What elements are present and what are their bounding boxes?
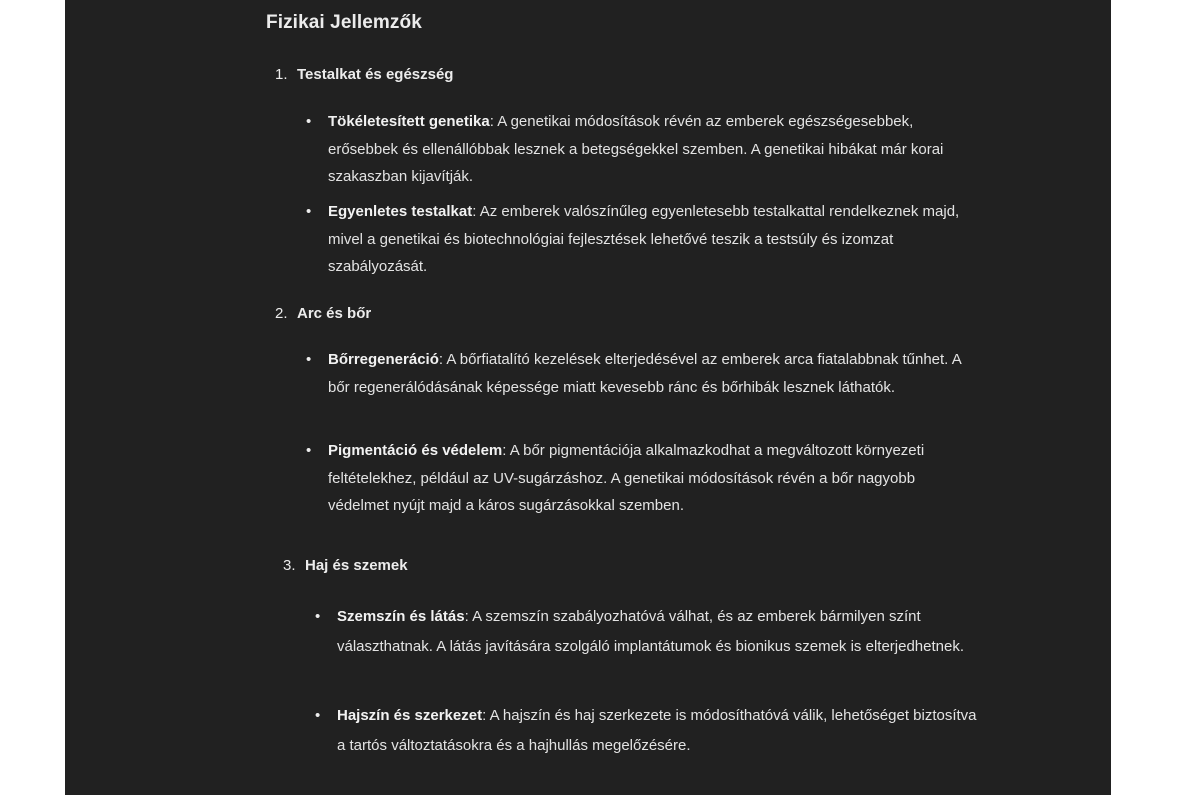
bullet-icon: •	[306, 113, 312, 130]
item-text: Az emberek valószínűleg egyenletesebb testalkattal rendelkeznek majd, mivel a genetikai és biotechnológiai fejlesztések lehetővé teszik a testsúly és izomzat szabályozását.	[328, 203, 960, 275]
item-term: Bőrregeneráció	[328, 351, 439, 368]
section-heading-3	[283, 557, 408, 574]
item-text: A hajszín és haj szerkezete is módosíthatóvá válik, lehetőséget biztosítva a tartós változtatásokra és a hajhullás megelőzésére.	[337, 707, 977, 754]
item-separator: :	[502, 442, 507, 459]
item-term: Pigmentáció és védelem	[328, 442, 503, 459]
section-number: 1.	[275, 66, 288, 83]
item-term: Egyenletes testalkat	[328, 203, 473, 220]
item-term: Szemszín és látás	[337, 608, 465, 625]
bullet-icon: •	[306, 203, 312, 220]
item-separator: :	[472, 203, 477, 220]
list-item	[306, 346, 968, 401]
item-separator: :	[489, 113, 494, 130]
section-heading-2	[275, 305, 371, 322]
section-heading-1	[275, 66, 453, 83]
list-item	[315, 701, 977, 760]
bullet-icon: •	[315, 707, 321, 724]
item-term: Tökéletesített genetika	[328, 113, 490, 130]
section-heading-text: Haj és szemek	[305, 557, 408, 574]
item-separator: :	[438, 351, 444, 368]
bullet-icon: •	[306, 351, 312, 368]
item-separator: :	[482, 707, 487, 724]
item-text: A genetikai módosítások révén az emberek egészségesebbek, erősebbek és ellenállóbbak lesznek a betegségekkel szemben. A genetikai hibákat már korai szakaszban kijavítják.	[328, 113, 944, 185]
list-item	[306, 198, 968, 281]
section-number: 3.	[283, 557, 296, 574]
page-title: Fizikai Jellemzők	[266, 12, 422, 33]
section-heading-text: Testalkat és egészség	[297, 66, 454, 83]
section-heading-text: Arc és bőr	[297, 305, 372, 322]
list-item	[306, 437, 968, 520]
bullet-icon: •	[306, 442, 312, 459]
item-text: A bőrfiatalító kezelések elterjedésével az emberek arca fiatalabbnak tűnhet. A bőr regenerálódásának képessége miatt kevesebb ránc és bőrhibák lesznek láthatók.	[328, 351, 961, 396]
item-text: A bőr pigmentációja alkalmazkodhat a megváltozott környezeti feltételekhez, például az UV-sugárzáshoz. A genetikai módosítások révén a bőr nagyobb védelmet nyújt majd a káros sugárzásokkal szemben.	[328, 442, 925, 514]
item-term: Hajszín és szerkezet	[337, 707, 483, 724]
item-text: A szemszín szabályozhatóvá válhat, és az emberek bármilyen színt választhatnak. A látás javítására szolgáló implantátumok és bionikus szemek is elterjedhetnek.	[337, 608, 964, 655]
list-item	[315, 602, 977, 661]
bullet-icon: •	[315, 608, 321, 625]
section-number: 2.	[275, 305, 288, 322]
item-separator: :	[464, 608, 469, 625]
list-item	[306, 108, 968, 191]
